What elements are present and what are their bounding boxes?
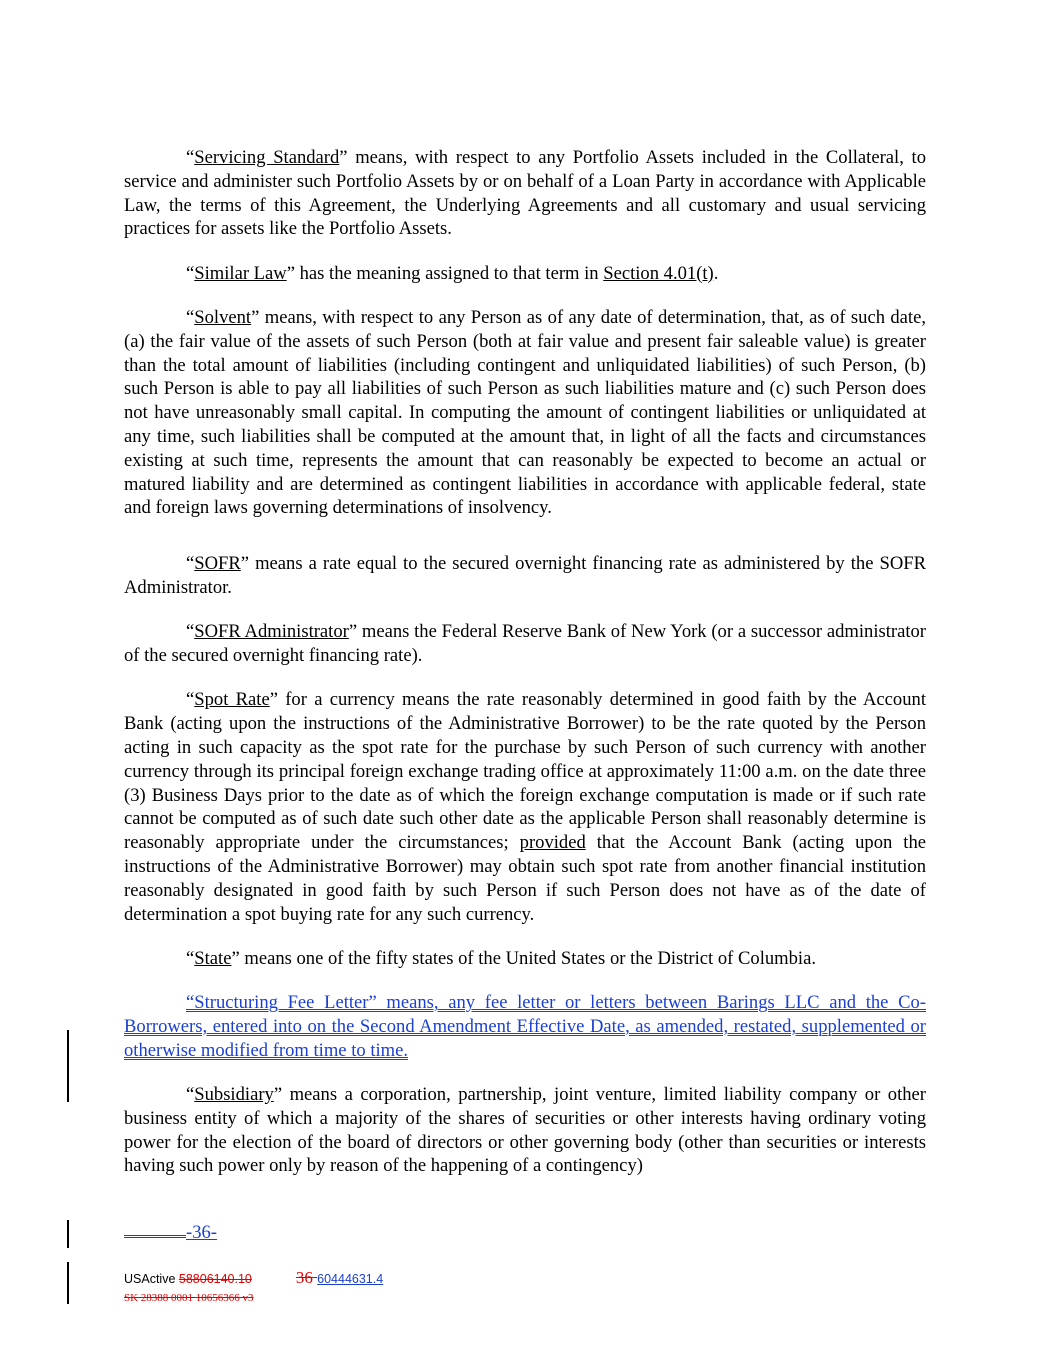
deleted-page-number: 36	[295, 1268, 318, 1287]
defined-term: Servicing Standard	[194, 147, 340, 168]
document-body	[124, 146, 926, 1178]
definition-subsidiary: “Subsidiary” means a corporation, partnership, joint venture, limited liability company or other business entity of which a majority of the shares of securities or other interests having ordinary voting power for the election of the board of directors or other governing body (other than securities or interests having such power only by reason of the happening of a contingency)	[124, 1084, 926, 1177]
definition-solvent: “Solvent” means, with respect to any Person as of any date of determination, that, as of such date, (a) the fair value of the assets of such Person (both at fair value and present fair saleable value) is greater than the total amount of liabilities (including contingent and unliquidated liabilities) of such Person, (b) such Person is able to pay all liabilities of such Person as such liabilities mature and (c) such Person does not have unreasonably small capital. In computing the amount of contingent liabilities or unliquidated at any time, such liabilities shall be computed at the amount that, in light of all the facts and circumstances existing at such time, represents the amount that can reasonably be expected to become an actual or matured liability and are determined as contingent liabilities in accordance with applicable federal, state and foreign laws governing determinations of insolvency.	[124, 306, 926, 519]
deleted-doc-number: 58806140.10	[178, 1272, 252, 1286]
page-number: -36-	[124, 1221, 217, 1244]
definition-sofr: “SOFR” means a rate equal to the secured overnight financing rate as administered by the SOFR Administrator.	[124, 553, 926, 598]
proviso-term: provided	[519, 832, 586, 854]
definition-state: “State” means one of the fifty states of the United States or the District of Columbia.	[186, 947, 816, 969]
definition-sofr-administrator: “SOFR Administrator” means the Federal Reserve Bank of New York (or a successor administrator of the secured overnight financing rate).	[124, 621, 926, 667]
defined-term: SOFR Administrator	[194, 621, 349, 643]
section-reference: Section 4.01(t)	[603, 262, 714, 284]
change-bar-structuring	[67, 1030, 69, 1102]
definition-servicing-standard: “Servicing Standard” means, with respect to any Portfolio Assets included in the Collateral, to service and administer such Portfolio Assets by or on behalf of a Loan Party in accordance with Applicable Law, the terms of this Agreement, the Underlying Agreements and all customary and usual servicing practices for assets like the Portfolio Assets.	[124, 147, 926, 240]
definition-structuring-fee-letter	[124, 991, 926, 1062]
defined-term: State	[194, 947, 232, 969]
change-bar-page-number	[67, 1220, 69, 1248]
defined-term: Subsidiary	[194, 1084, 274, 1105]
definition-spot-rate: “Spot Rate” for a currency means the rate reasonably determined in good faith by the Account Bank (acting upon the instructions of the Administrative Borrower) to be the rate quoted by the Person acting in such capacity as the spot rate for the purchase by such Person of such currency with another currency through its principal foreign exchange trading office at approximately 11:00 a.m. on the date three (3) Business Days prior to the date as of which the foreign exchange computation is made or if such rate cannot be computed as of such date such other date as the applicable Person shall reasonably determine is reasonably appropriate under the circumstances; provided that the Account Bank (acting upon the instructions of the Administrative Borrower) may obtain such spot rate from another financial institution reasonably designated in good faith by such Person if such Person does not have as of the date of determination a spot buying rate for any such currency.	[124, 689, 926, 925]
defined-term: Solvent	[194, 306, 252, 328]
inserted-text: “Structuring Fee Letter” means, any fee letter or letters between Barings LLC and the Co-Borrowers, entered into on the Second Amendment Effective Date, as amended, restated, supplemented or otherwise modified from time to time.	[124, 992, 926, 1061]
deleted-footer-line: SK 28388 0001 10656366 v3	[124, 1292, 254, 1304]
defined-term: SOFR	[194, 553, 241, 575]
defined-term: Similar Law	[194, 262, 287, 284]
defined-term: Spot Rate	[194, 689, 270, 711]
definition-similar-law: “Similar Law” has the meaning assigned to that term in Section 4.01(t).	[186, 262, 719, 284]
inserted-doc-number: 60444631.4	[317, 1272, 384, 1286]
document-footer	[124, 1268, 383, 1304]
change-bar-footer	[67, 1262, 69, 1304]
footer-doc-id: USActive 58806140.10 36 60444631.4	[124, 1268, 384, 1287]
